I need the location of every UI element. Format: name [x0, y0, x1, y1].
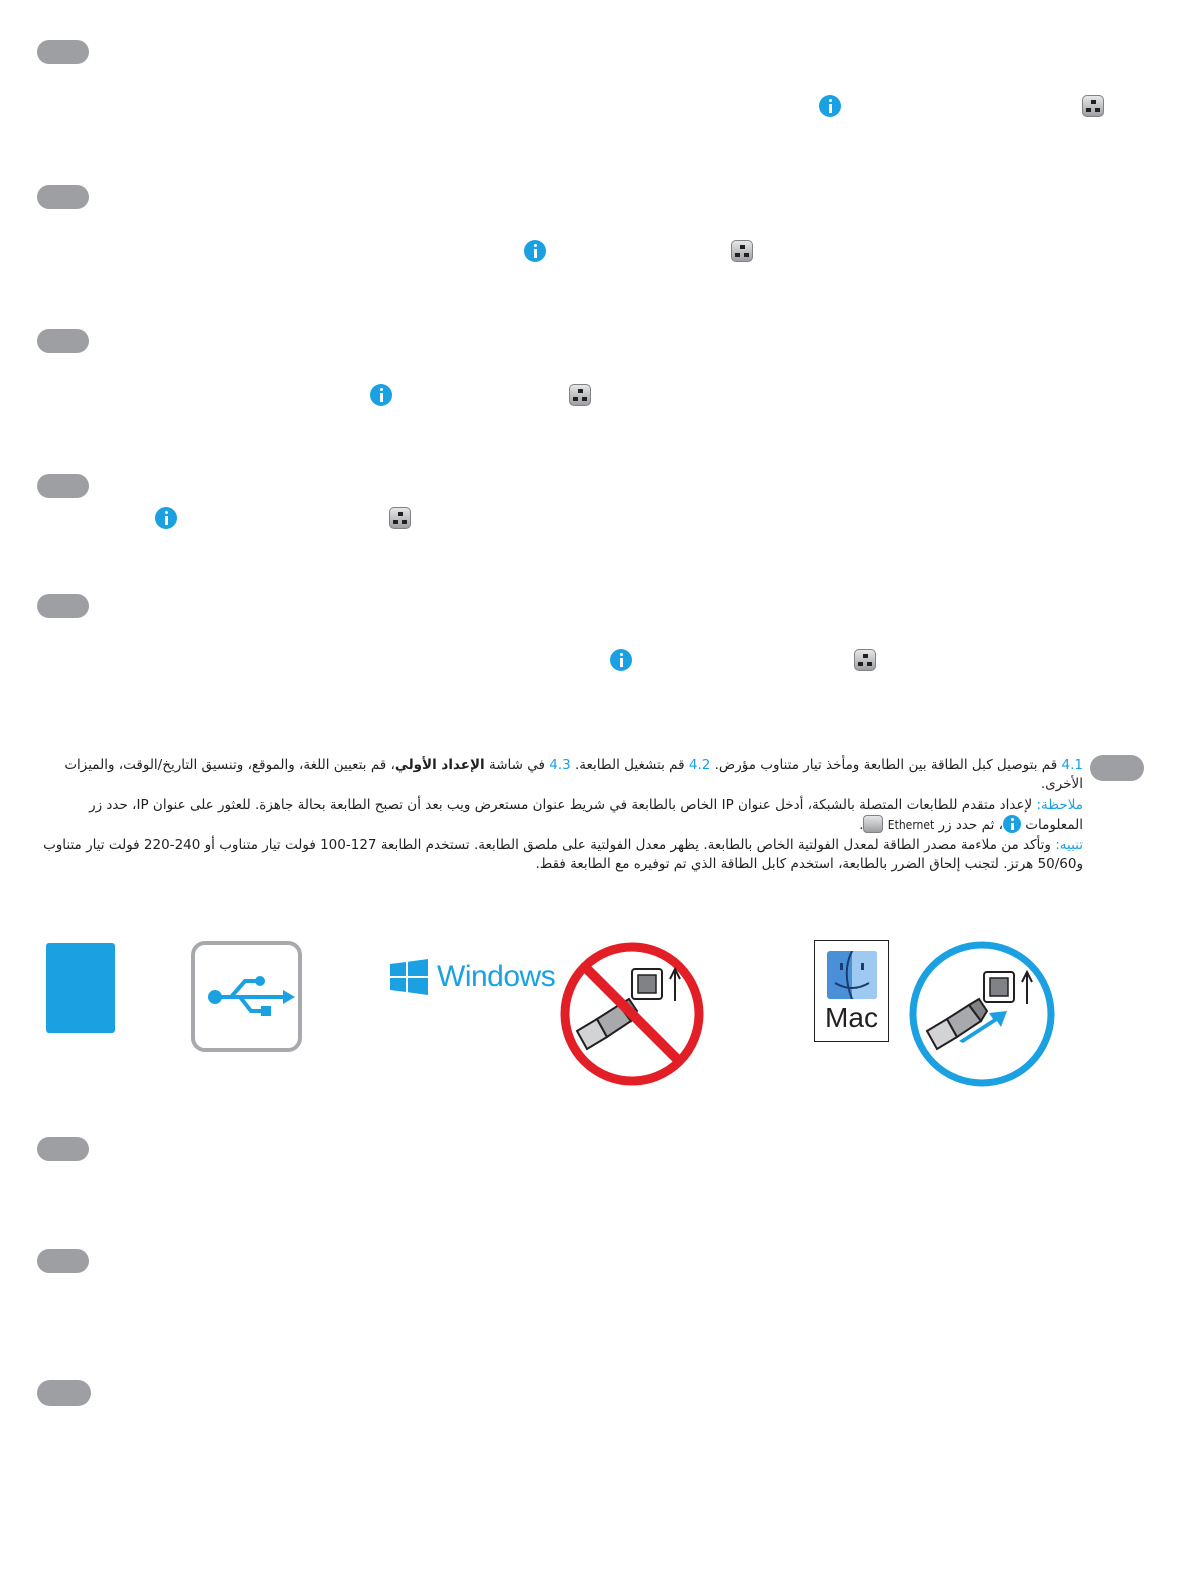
mac-label: Mac [825, 1002, 878, 1033]
language-marker [37, 474, 89, 498]
info-icon [819, 95, 841, 117]
arabic-caution [40, 836, 1083, 874]
language-marker [37, 1380, 91, 1406]
step-text: قم بتشغيل الطابعة. [570, 757, 689, 773]
note-text: ، ثم حدد زر [934, 817, 1004, 833]
windows-label: Windows [437, 960, 556, 993]
language-marker [37, 594, 89, 618]
usb-cable-connect-icon [907, 939, 1057, 1089]
arabic-step-text [40, 756, 1083, 794]
language-marker [37, 185, 89, 209]
step-text: في شاشة [484, 757, 550, 773]
network-icon [569, 384, 591, 406]
usb-cable-prohibited-icon [557, 939, 707, 1089]
ethernet-label: Ethernet [887, 818, 935, 832]
step-number: 4.2 [688, 757, 711, 773]
info-icon [524, 240, 546, 262]
blue-section-marker [46, 943, 115, 1033]
network-icon [863, 815, 883, 833]
info-icon [155, 507, 177, 529]
step-text: قم بتوصيل كبل الطاقة بين الطابعة ومأخذ تيار متناوب مؤرض. [710, 757, 1062, 773]
language-marker [37, 1249, 89, 1273]
info-icon [1003, 815, 1021, 833]
step-number: 4.3 [549, 757, 571, 773]
usb-icon [191, 941, 302, 1052]
note-label: ملاحظة: [1036, 797, 1083, 813]
caution-text: وتأكد من ملاءمة مصدر الطاقة لمعدل الفولتية الخاص بالطابعة. يظهر معدل الفولتية على ملصق الطابعة. تستخدم الطابعة 127-100 فولت تيار متناوب أو 240-220 فولت تيار متناوب و50/60 هرتز. لتجنب إلحاق الضرر بالطابعة، استخدم كابل الطاقة الذي تم توفيره مع الطابعة فقط. [43, 837, 1083, 872]
network-icon [731, 240, 753, 262]
step-text: ، قم بتعيين اللغة، والموقع، وتنسيق التاريخ/الوقت، والميزات الأخرى. [64, 757, 1083, 792]
info-icon [610, 649, 632, 671]
windows-logo-icon [390, 959, 428, 995]
network-icon [1082, 95, 1104, 117]
network-icon [389, 507, 411, 529]
mac-finder-icon [814, 940, 889, 1042]
language-marker-arabic [1090, 755, 1144, 781]
caution-label: تنبيه: [1055, 837, 1083, 853]
note-text: . [859, 817, 864, 833]
info-icon [370, 384, 392, 406]
step-number: 4.1 [1061, 757, 1083, 773]
language-marker [37, 329, 89, 353]
network-icon [854, 649, 876, 671]
initial-setup-label: الإعداد الأولي [394, 757, 485, 773]
note-text: لإعداد متقدم للطابعات المتصلة بالشبكة، أدخل عنوان IP الخاص بالطابعة في شريط عنوان مستعرض ويب بعد أن تصبح الطابعة بحالة جاهزة. للعثور على عنوان IP، حدد زر المعلومات [89, 797, 1083, 833]
arabic-note [40, 796, 1083, 835]
language-marker [37, 1137, 89, 1161]
language-marker [37, 40, 89, 64]
